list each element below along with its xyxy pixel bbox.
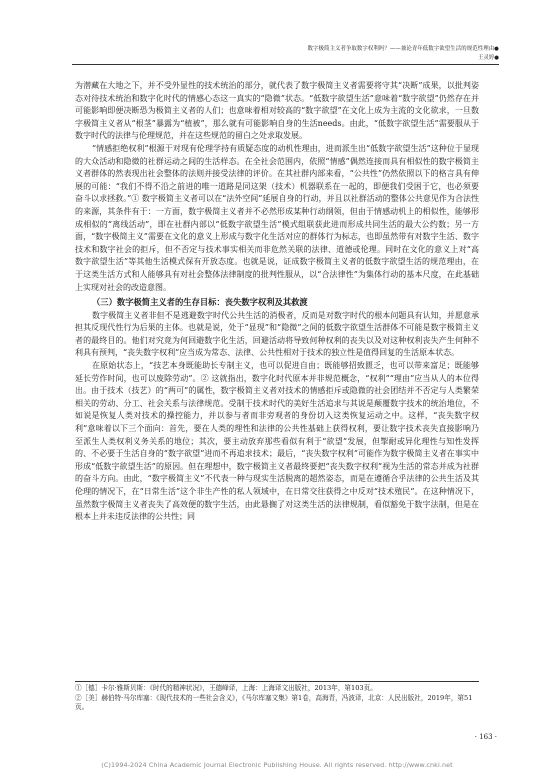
author-running-name: 王灵婷● <box>478 55 499 61</box>
paragraph-2: “情感拒绝权利”根源于对现有伦理学持有质疑态度的动机性理由，进而派生出“低数字欲望生活”这种位于显现的大众活动和隐微的社群运动之间的生活样态。在全社会范围内，依照“情感”偶然连接而具有相似性的数字极简主义者群体的然表现出社会整体的法则并接受法律的评价。在其社群内部来看，“公共性”仍然依照以下的格言具有伸展的可能：“我们不得不沿之前进的唯一道路是同这架（技术）机器联系在一起的，即便我们受困于它，也必须要奋斗以求拯救。”① 数字极简主义者可以在“法外空间”延展自身的行动，并且以社群活动的整体公共意见作为合法性的来源，其条件有于：一方面，数字极简主义者并不必然形成某种行动纲领，但由于情感动机上的相似性，能够形成相似的“离线活动”，即在社群内部以“低数字欲望生活”模式组联获此进而形成共同生活的最大公约数；另一方面，“数字极简主义”需要在文化的意义上形成与数字化生活对应的群体行为标志，也即虽然带有对数字生活、数字技术和数字社会的拒斥，但不否定与技术事实相关而非危然关联的法律、道德或伦理。同时在文化的意义上对“高数字欲望生活”等其他生活模式保有开放态度。也就是说，证成数字极简主义者的低数字欲望生活的规范理由，在于这类生活方式和人能够具有对社会整体法律制度的批判性服从，以“合法律性”为集体行动的基本尺度，在此基础上实现对社会的改造意图。 <box>75 143 479 292</box>
copyright-footer: (C)1994-2024 China Academic Journal Electronic Publishing House. All rights reserved. http://www.cnki.net <box>101 761 453 769</box>
paragraph-1: 为潜藏在大地之下，并不受外显性的技术统治的部分，就代表了数字极简主义者需要将守其“决断”成果，以批判姿态对待技术统治和数字化时代的情感心态这一真实的“隐微”状态。“低数字欲望生活”意味着“数字欲望”仍然存在并可能影响即便决断恐为极简主义者的人们；也意味着相对较高的“数字欲望”在文化上成为主流的文化欲求，一旦数字极简主义者从“根茎”暴露为“植被”，那么就有可能影响自身的生活needs。由此，“低数字欲望生活”需要服从于数字时代的法律与伦理规范，并在这些规范的留白之处求取发展。 <box>75 81 479 141</box>
running-header <box>0 40 554 66</box>
journal-running-title: 数字极简主义者争取数字权利吗？——兼论青年低数字欲望生活的规范性理由● <box>307 46 499 52</box>
paragraph-3: 数字极简主义者非但不是逃避数字时代公共生活的消极者，反而是对数字时代的根本问题具有认知，并愿意承担其反现代性行为后果的主体。也就是说，处于“显现”和“隐微”之间的低数字欲望生活群体不可能是数字极简主义者的最终目的。他们对究竟为何回避数字化生活，回避活动将导致何种权利的丧失以及对这种权利丧失产生何种不利具有预判，“丧失数字权利”应当成为常态、法律、公共性相对于技术的独立性是值得回复的生活原本状态。 <box>75 310 479 358</box>
header-rule <box>72 64 499 65</box>
page-number: · 163 · <box>474 733 497 741</box>
footnote-1: ①［德］卡尔·雅斯贝斯：《时代的精神状况》，王德峰译，上海：上海译文出版社，2013年，第103页。 <box>75 684 377 692</box>
footnotes <box>75 681 479 713</box>
footnote-2: ②［美］赫伯特·马尔库塞：《现代技术的一些社会含义》，《马尔库塞文集》第1卷，高海青，冯波译，北京：人民出版社，2019年，第51页。 <box>75 693 473 712</box>
section-heading: （三）数字极简主义者的生存目标：丧失数字权利及其救渡 <box>92 297 308 308</box>
article-body <box>75 80 479 524</box>
paragraph-4: 在原始状态上，“技艺本身既能助长专制主义，也可以促进自由；既能够招致匮乏，也可以带来富足；既能够延长劳作时间，也可以废除劳动”。② 这就指出，数字化时代原本并非规范概念，“权利”“理由”应当从人的本位得出。由于技术（技艺）的“两可”的属性，数字极简主义者对技术的情感拒斥或隐微的社会团结并不否定与人类繁荣相关的劳动、分工、社会关系与法律规范。受制于技术时代的美好生活追求与其说是颠覆数字技术的统治地位，不如说是恢复人类对技术的操控能力，并以参与者而非旁观者的身份切入这类恢复运动之中。这样，“丧失数字权利”意味着以下三个面向：首先，要在人类的理性和法律的公共性基础上获得权利，要让数字技术丧失直接影响乃至派生人类权利义务关系的地位；其次，要主动放弃那些看似有利于“欲望”发展，但掣耐或异化理性与知性发挥的、不必要于生活自身的“数字欲望”进而不再追求技术；最后，“丧失数字权利”可能作为数字极简主义者在事实中形成“低数字欲望生活”的原因。但在理想中，数字极简主义者最终要把“丧失数字权利”视为生活的常态并成为社群的奋斗方向。由此，“数字极简主义”不代表一种与现实生活脱离的超然姿态，而是在遵循合乎法律的公共生活及其伦理的情况下，在“日常生活”这个非生产性的私人领域中，在日常交往获得之中反对“技术殖民”。在这种情况下，虽然数字极简主义者丧失了高效便的数字生活，由此悬搁了对这类生活的法律规制，看似豁免于数字法制，但是在根本上并未违反法律的公共性；同 <box>75 361 479 522</box>
